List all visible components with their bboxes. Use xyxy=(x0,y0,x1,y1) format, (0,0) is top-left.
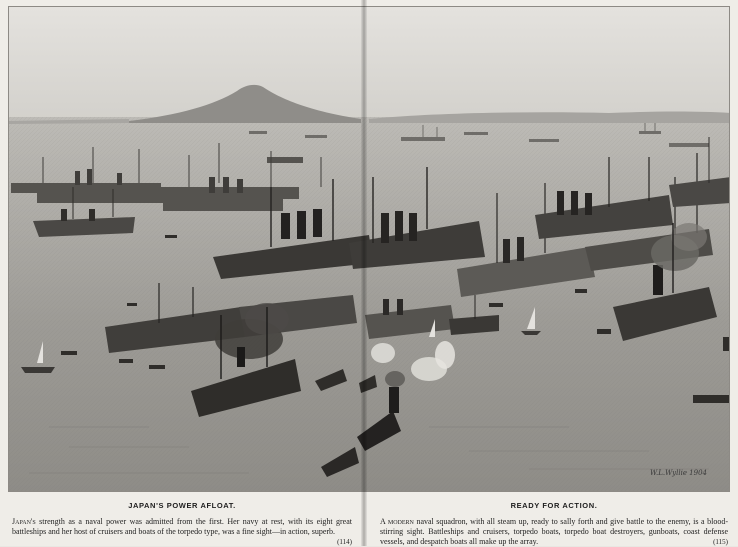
left-caption-lead: Japan's xyxy=(12,517,36,526)
artist-signature: W.L.Wyllie 1904 xyxy=(650,469,707,477)
naval-fleet-illustration xyxy=(9,7,730,492)
right-caption-lead: A modern xyxy=(380,517,414,526)
left-caption-title: JAPAN'S POWER AFLOAT. xyxy=(128,501,236,510)
right-caption-text: naval squadron, with all steam up, ready to sally forth and give battle to the enemy, is a blood-stirring sight. Battleships and cruisers, torpedo boats, torpedo boat destroyers, gunboats, coast defense vessels, and despatch boats all make up the array. xyxy=(380,517,729,546)
right-plate-number: (115) xyxy=(713,538,728,546)
right-caption-body xyxy=(380,517,728,547)
book-gutter xyxy=(361,0,367,546)
left-caption-body xyxy=(12,517,352,546)
left-caption xyxy=(12,501,352,547)
left-plate-number: (114) xyxy=(337,538,352,546)
left-caption-text: strength as a naval power was admitted from the first. Her navy at rest, with its eight great battleships and her host of cruisers and boats of the torpedo type, was a fine sight—in action, superb. xyxy=(12,517,352,536)
illustration-plate xyxy=(8,6,730,492)
right-caption xyxy=(380,501,728,547)
right-caption-title: READY FOR ACTION. xyxy=(510,501,598,510)
